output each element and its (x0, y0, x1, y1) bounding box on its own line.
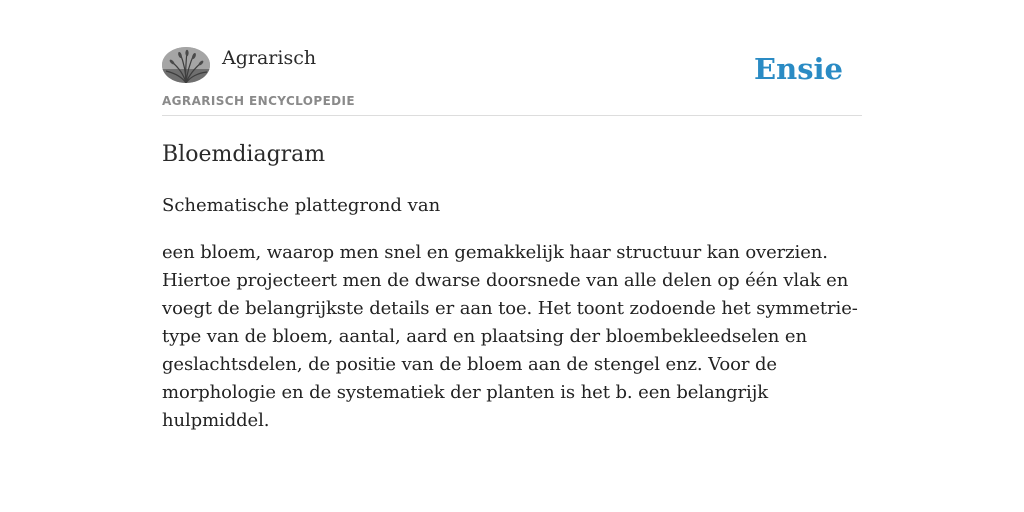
article-body: een bloem, waarop men snel en gemakkelijk haar structuur kan overzien. Hiertoe projecteert men de dwarse doorsnede van alle delen op één vlak en voegt de belangrijkste details er aan toe. Het toont zodoende het symmetrie-type van de bloem, aantal, aard en plaatsing der bloembekleedselen en geslachtsdelen, de positie van de bloem aan de stengel enz. Voor de morphologie en de systematiek der planten is het b. een belangrijk hulpmiddel. (162, 242, 858, 431)
brand-name[interactable]: Agrarisch (222, 47, 317, 69)
ensie-logo[interactable]: Ensie (754, 52, 843, 86)
agrarisch-avatar[interactable] (162, 47, 210, 83)
wheat-field-icon (162, 47, 210, 83)
brand-subtitle: AGRARISCH ENCYCLOPEDIE (162, 94, 355, 108)
article-lead: Schematische plattegrond van (162, 195, 441, 216)
article-title: Bloemdiagram (162, 142, 326, 167)
header-divider (162, 115, 862, 116)
